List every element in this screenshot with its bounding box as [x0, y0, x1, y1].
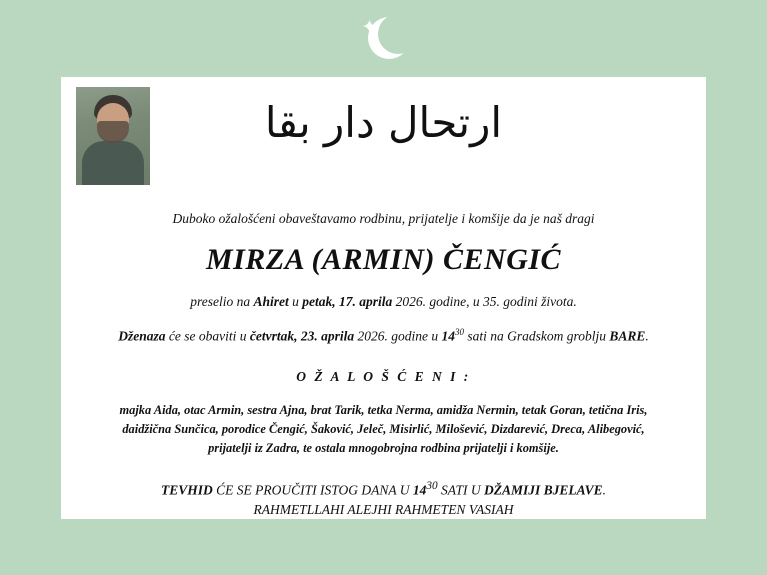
photo-beard-shape	[97, 121, 129, 143]
closing-prayer: RAHMETLLAHI ALEJHI RAHMETEN VASIAH	[253, 501, 514, 517]
tevhid-time: 14	[412, 482, 427, 498]
funeral-mid1: će se obaviti u	[165, 328, 250, 344]
funeral-mid3: sati na Gradskom groblju	[463, 328, 610, 344]
intro-text: Duboko ožalošćeni obaveštavamo rodbinu, prijatelje i komšije da je naš dragi	[172, 211, 595, 226]
crescent-icon: ✦	[354, 11, 414, 67]
mourners-heading: O Ž A L O Š Ć E N I :	[296, 368, 471, 384]
funeral-dzenaza-word: Dženaza	[118, 328, 166, 344]
tevhid-mid1: ĆE SE PROUČITI ISTOG DANA U	[212, 482, 413, 498]
crescent-cutout-shape	[378, 14, 418, 54]
tevhid-mid2: SATI U	[437, 482, 484, 498]
death-prefix: preselio na	[190, 294, 254, 309]
photo-body-shape	[82, 141, 144, 185]
funeral-end: .	[645, 328, 649, 344]
arabic-calligraphy: ارتحال دار بقا	[264, 98, 503, 147]
tevhid-line	[87, 480, 680, 499]
death-ahiret-word: Ahiret	[253, 294, 289, 309]
tevhid-time-minutes: 30	[426, 480, 438, 493]
funeral-cemetery: BARE	[609, 328, 646, 344]
death-line	[87, 294, 680, 310]
funeral-time: 14	[441, 328, 455, 344]
obituary-card	[61, 77, 706, 519]
funeral-date: četvrtak, 23. aprila	[249, 328, 355, 344]
tevhid-mosque: DŽAMIJI BJELAVE	[484, 482, 603, 498]
tevhid-word: TEVHID	[160, 482, 213, 498]
funeral-line	[87, 327, 680, 345]
tevhid-end: .	[602, 482, 607, 498]
deceased-name: MIRZA (ARMIN) ČENGIĆ	[205, 243, 562, 276]
funeral-time-minutes: 30	[454, 327, 464, 337]
death-mid2: 2026. godine, u 35. godini života.	[392, 294, 577, 309]
death-mid1: u	[288, 294, 303, 309]
mourners-list: majka Aida, otac Armin, sestra Ajna, brat Tarik, tetka Nerma, amidža Nermin, tetak Goran, tetična Iris, daidžična Sunčica, porodice Čengić, Šaković, Jeleč, Misirlić, Milošević, Dizdarević, Dreca, Alibegović, prijatelji iz Zadra, te ostala mnogobrojna rodbina prijatelji i komšije.	[119, 402, 648, 455]
crescent-star-emblem	[0, 8, 767, 70]
death-date: petak, 17. aprila	[302, 294, 393, 309]
funeral-mid2: 2026. godine u	[354, 328, 442, 344]
deceased-photo	[76, 87, 150, 185]
